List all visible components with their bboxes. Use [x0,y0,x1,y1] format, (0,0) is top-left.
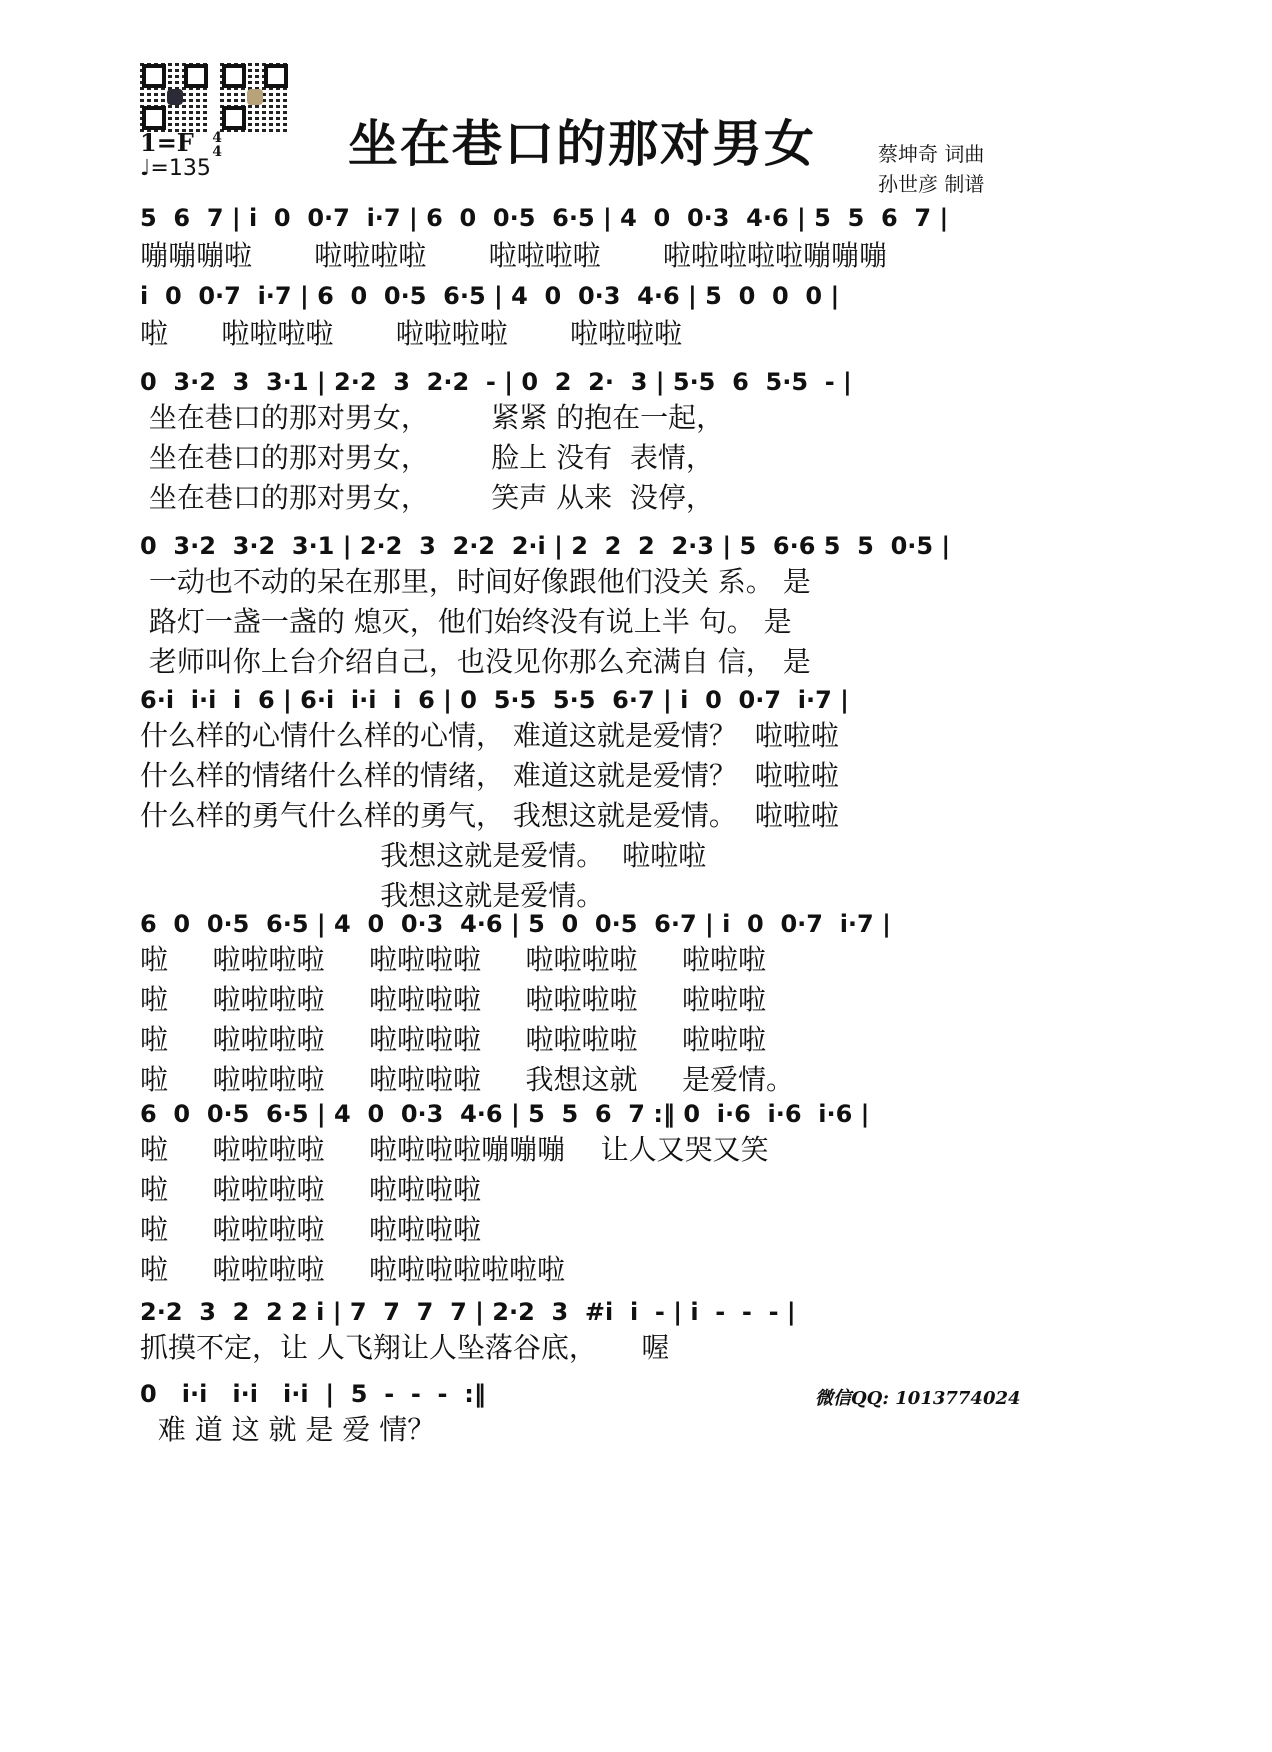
lyric-line-verse-2: 啦 啦啦啦啦 啦啦啦啦 [140,1173,482,1206]
notation-line: 0 3·2 3 3·1 | 2·2 3 2·2 - | 0 2 2· 3 | 5·5 6 5·5 - | [140,368,852,396]
system-8 [140,1298,1020,1366]
system-4 [140,532,1020,680]
qr-code-1 [138,60,212,134]
qr-code-2 [218,60,292,134]
notation-line: 5 6 7 | i 0 0·7 i·7 | 6 0 0·5 6·5 | 4 0 0·3 4·6 | 5 5 6 7 | [140,204,949,232]
key-signature [140,128,222,159]
lyric-line-verse-1: 啦 啦啦啦啦 啦啦啦啦 啦啦啦啦 啦啦啦 [140,943,767,976]
tempo-marking [140,156,211,181]
lyric-line-verse-3: 老师叫你上台介绍自己，也没见你那么充满自 信， 是 [140,645,811,678]
quarter-note-icon: ♩ [140,156,151,181]
notation-line: 0 3·2 3·2 3·1 | 2·2 3 2·2 2·i | 2 2 2 2·3 | 5 6·6 5 5 0·5 | [140,532,951,560]
qr-logo [167,89,183,105]
time-signature [212,131,222,159]
lyric-line-verse-3: 啦 啦啦啦啦 啦啦啦啦 啦啦啦啦 啦啦啦 [140,1023,767,1056]
system-7 [140,1100,1020,1288]
qr-logo [247,89,263,105]
tempo-value: =135 [150,156,211,181]
contact-watermark: 微信QQ: 1013774024 [815,1388,1021,1409]
lyric-line-verse-3: 啦 啦啦啦啦 啦啦啦啦 [140,1213,482,1246]
lyric-line: 难 道 这 就 是 爱 情？ [140,1413,436,1446]
notation-line: 2·2 3 2 2 2 i | 7 7 7 7 | 2·2 3 #i i - | i - - - | [140,1298,796,1326]
lyric-line-verse-5: 我想这就是爱情。 [140,879,605,912]
system-6 [140,910,1020,1098]
lyric-line: 抓摸不定，让 人飞翔让人坠落谷底， 喔 [140,1331,670,1364]
lyric-line-verse-3: 什么样的勇气什么样的勇气， 我想这就是爱情。 啦啦啦 [140,799,839,832]
lyric-line: 啦 啦啦啦啦 啦啦啦啦 啦啦啦啦 [140,317,683,350]
arranger-credit: 孙世彦 制谱 [878,172,985,196]
lyric-line: 嘣嘣嘣啦 啦啦啦啦 啦啦啦啦 啦啦啦啦啦嘣嘣嘣 [140,239,887,272]
system-3 [140,368,1020,516]
system-1 [140,204,1020,274]
key-label: 1=F [140,128,194,157]
time-sig-top: 4 [212,129,222,146]
lyric-line-verse-1: 啦 啦啦啦啦 啦啦啦啦嘣嘣嘣 让人又哭又笑 [140,1133,769,1166]
lyric-line-verse-2: 坐在巷口的那对男女， 脸上 没有 表情， [140,441,714,474]
notation-line: 6·i i·i i 6 | 6·i i·i i 6 | 0 5·5 5·5 6·7 | i 0 0·7 i·7 | [140,686,849,714]
system-2 [140,282,1020,352]
lyric-line-verse-2: 什么样的情绪什么样的情绪， 难道这就是爱情？ 啦啦啦 [140,759,839,792]
notation-line: i 0 0·7 i·7 | 6 0 0·5 6·5 | 4 0 0·3 4·6 | 5 0 0 0 | [140,282,840,310]
notation-line: 6 0 0·5 6·5 | 4 0 0·3 4·6 | 5 5 6 7 :‖ 0 i·6 i·6 i·6 | [140,1100,870,1128]
composer-credit: 蔡坤奇 词曲 [878,142,985,166]
lyric-line-verse-2: 啦 啦啦啦啦 啦啦啦啦 啦啦啦啦 啦啦啦 [140,983,767,1016]
lyric-line-verse-4: 啦 啦啦啦啦 啦啦啦啦 我想这就 是爱情。 [140,1063,795,1096]
song-title: 坐在巷口的那对男女 [348,114,816,173]
lyric-line-verse-1: 一动也不动的呆在那里，时间好像跟他们没关 系。 是 [140,565,811,598]
time-sig-bottom: 4 [212,143,222,160]
lyric-line-verse-4: 我想这就是爱情。 啦啦啦 [140,839,707,872]
notation-line: 6 0 0·5 6·5 | 4 0 0·3 4·6 | 5 0 0·5 6·7 | i 0 0·7 i·7 | [140,910,891,938]
lyric-line-verse-1: 什么样的心情什么样的心情， 难道这就是爱情？ 啦啦啦 [140,719,839,752]
lyric-line-verse-1: 坐在巷口的那对男女， 紧紧 的抱在一起， [140,401,725,434]
notation-line: 0 i·i i·i i·i | 5 - - - :‖ [140,1380,486,1408]
lyric-line-verse-4: 啦 啦啦啦啦 啦啦啦啦啦啦啦 [140,1253,566,1286]
system-5 [140,686,1020,914]
lyric-line-verse-3: 坐在巷口的那对男女， 笑声 从来 没停， [140,481,714,514]
lyric-line-verse-2: 路灯一盏一盏的 熄灭，他们始终没有说上半 句。 是 [140,605,792,638]
